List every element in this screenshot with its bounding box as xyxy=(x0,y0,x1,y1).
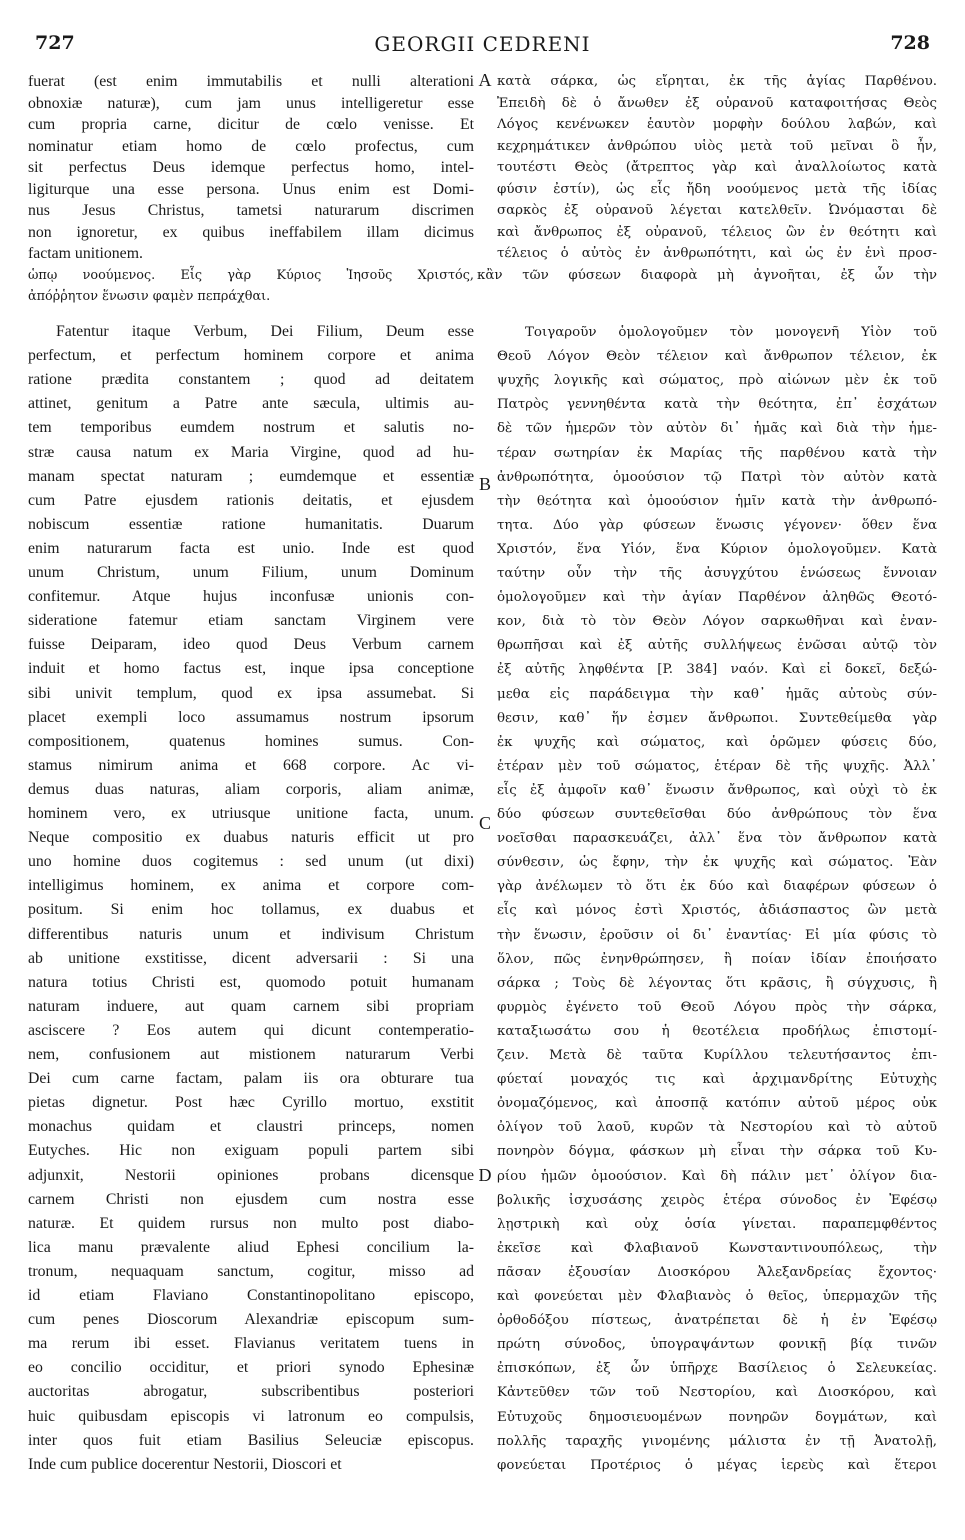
greek-text-line: Εὐτυχοῦς δημοσιευομένων πονηρῶν δογμάτων, καὶ xyxy=(497,1409,937,1425)
latin-text-line: uno homine duos cogitemus : sed unum (ut dixi) xyxy=(28,853,474,871)
latin-text-line: monachus quidam et claustri princeps, nomen xyxy=(28,1118,474,1136)
latin-text-line: ma rerum ibi esset. Flavianus veritatem tuens in xyxy=(28,1335,474,1353)
greek-text-line: φύεταί μοναχός τις καὶ ἀρχιμανδρίτης Εὐτυχὴς xyxy=(497,1072,937,1088)
greek-text-line: Πατρὸς γεννηθέντα κατὰ τὴν θεότητα, ἐπ᾽ ἐσχάτων xyxy=(497,397,937,413)
latin-text-line: manam spectat naturam ; eumdemque et essentiæ xyxy=(28,467,474,485)
margin-letter-c: C xyxy=(478,813,491,833)
greek-text-line: ἐκ ψυχῆς καὶ σώματος, καὶ ὁρῶμεν φύσεις δύο, xyxy=(497,734,937,750)
greek-text-line: ταύτην οὖν τὴν τῆς ἀσυγχύτου ἑνώσεως ἔννοιαν xyxy=(497,566,937,581)
latin-text-line: fuerat (est enim immutabilis et nulli alterationi xyxy=(28,73,474,90)
greek-text-line: κἂν τῶν φύσεων διαφορὰ μὴ ἀγνοῆται, ἐξ ὧν τὴν xyxy=(477,267,937,283)
greek-text-line: καὶ φονεύεται μὲν Φλαβιανὸς ὁ θεῖος, ὑπερμαχῶν τῆς xyxy=(497,1289,937,1304)
greek-text-line: μεθα εἰς παράδειγμα τὴν καθ᾽ ἡμᾶς αὐτοὺς σύν- xyxy=(497,686,937,702)
page-number-right: 728 xyxy=(890,32,930,54)
latin-text-line: compositionem, quatenus homines sumus. Con- xyxy=(28,732,474,750)
greek-text-line: πονηρὸν δόγμα, φάσκων μὴ εἶναι τὴν σάρκα τοῦ Κυ- xyxy=(497,1144,937,1160)
page-number-left: 727 xyxy=(35,32,75,54)
greek-text-line: ρίου ἡμῶν ὁμοούσιον. Καὶ δὴ πάλιν μετ᾽ ὀλίγον δια- xyxy=(497,1168,937,1184)
latin-text-line: demus duas naturas, aliam corporis, aliam animæ, xyxy=(28,780,474,798)
latin-text-line: obnoxiæ naturæ), cum jam unus intelligeretur esse xyxy=(28,94,474,112)
greek-text-line: ὀρθοδόξου πίστεως, ἀνατρέπεται δὲ ἡ ἐν Ἐφέσῳ xyxy=(497,1313,937,1329)
latin-text-line: placet exempli loco assumamus nostrum ipsorum xyxy=(28,708,474,726)
greek-text-line: θρωπῆσαι καὶ ἐξ αὐτῆς συλλήψεως ἑνῶσαι αὐτῷ τὸν xyxy=(497,638,937,654)
greek-text-line: τουτέστι Θεὸς (ἄτρεπτος γὰρ καὶ ἀναλλοίωτος κατὰ xyxy=(497,160,937,175)
latin-text-line: nem, confusionem aut mistionem naturarum Verbi xyxy=(28,1046,474,1063)
latin-text-line: ratione prædita constantem ; quod ad deitatem xyxy=(28,371,474,389)
greek-text-line: ζειν. Μετὰ δὲ ταῦτα Κυρίλλου τελευτήσαντος ἐπι- xyxy=(497,1048,937,1063)
latin-text-line: intelligimus hominem, ex anima et corpore com- xyxy=(28,877,474,895)
latin-text-line: Inde cum publice docerentur Nestorii, Dioscori et xyxy=(28,1455,342,1473)
greek-text-line: πᾶσαν ἐξουσίαν Διοσκόρου Ἀλεξανδρείας ἔχοντος· xyxy=(497,1264,937,1280)
latin-text-line: Dei cum carne factam, palam iis ora obturare tua xyxy=(28,1070,474,1088)
margin-letter-a: A xyxy=(478,70,492,90)
latin-text-line: lica manu prævalente aliud Ephesi concilium la- xyxy=(28,1238,474,1256)
latin-text-line: stamus nimirum anima et 668 corpore. Ac vi- xyxy=(28,756,474,774)
latin-text-line: eo concilio occiditur, et priori synodo Ephesinæ xyxy=(28,1359,474,1377)
latin-text-line: stræ causa natum ex Maria Virgine, quod ad hu- xyxy=(28,443,474,461)
greek-text-line: νοεῖσθαι παρασκευάζει, ἀλλ᾽ ἕνα τὸν ἄνθρωπον κατὰ xyxy=(497,831,937,847)
greek-text-line: κον, διὰ τὸ τὸν Θεὸν Λόγον σαρκωθῆναι καὶ ἐναν- xyxy=(497,614,937,630)
latin-text-line: cum penes Dioscorum Alexandriæ episcopum sum- xyxy=(28,1311,474,1329)
latin-text-line: nus Jesus Christus, tametsi naturarum discrimen xyxy=(28,202,474,219)
latin-text-line: huic quibusdam episcopis vi latronum eo compulsis, xyxy=(28,1407,474,1425)
greek-text-line: ὁμολογοῦμεν καὶ τὴν ἁγίαν Παρθένον ἀληθῶς Θεοτό- xyxy=(497,590,937,606)
greek-text-line: ὀλίγον τοῦ λαοῦ, κυρῶν τὰ Νεστορίου καὶ τὸ αὐτοῦ xyxy=(497,1120,937,1136)
greek-text-line: σύνθεσιν, ὡς ἔφην, τὴν ἐκ ψυχῆς καὶ σώματος. Ἐὰν xyxy=(497,855,937,871)
greek-text-line: ἀνθρωπότητα, ὁμοούσιον τῷ Πατρὶ τὸν αὐτὸν κατὰ xyxy=(497,469,937,485)
greek-text-line: ἑτέραν μὲν τοῦ σώματος, ἑτέραν δὲ τῆς ψυχῆς. Ἀλλ᾽ xyxy=(497,758,937,774)
greek-text-line: κατὰ σάρκα, ὡς εἴρηται, ἐκ τῆς ἁγίας Παρθένου. xyxy=(497,74,937,89)
latin-text-line: enim naturarum facta est unio. Inde est quod xyxy=(28,539,474,557)
running-title: GEORGII CEDRENI xyxy=(374,32,591,56)
latin-text-line: induit et homo factus est, inque ipsa conceptione xyxy=(28,660,474,678)
greek-text-line: Θεοῦ Λόγον Θεὸν τέλειον καὶ ἄνθρωπον τέλειον, ἐκ xyxy=(497,349,937,365)
latin-text-line: ab unitione exstitisse, dicent adversarii : Si una xyxy=(28,949,474,967)
latin-text-line: naturam induere, aut quam carnem sibi propriam xyxy=(28,997,474,1015)
latin-text-line: fuisse Deiparam, ideo quod Deus Verbum carnem xyxy=(28,636,474,654)
greek-text-line: βολικῆς ἰσχυσάσης χειρὸς ἑτέρα σύνοδος ἐν Ἐφέσῳ xyxy=(497,1192,937,1208)
greek-text-line: δὲ τῶν ἡμερῶν τὸν αὐτὸν δι᾽ ἡμᾶς καὶ διὰ τὴν ἡμε- xyxy=(497,421,937,437)
latin-text-line: Eutyches. Hic non exiguam populi partem sibi xyxy=(28,1142,474,1160)
latin-text-line: ἀπόῤῥητον ἕνωσιν φαμὲν πεπράχθαι. xyxy=(28,289,271,304)
latin-text-line: ligiturque una esse persona. Unus enim est Domi- xyxy=(28,180,474,198)
running-header xyxy=(30,32,935,62)
latin-text-line: cum Patre ejusdem rationis deitatis, et ejusdem xyxy=(28,491,474,509)
latin-text-line: carnem Christi non ejusdem cum nostra esse xyxy=(28,1190,474,1208)
greek-text-line: Χριστόν, ἕνα Υἱόν, ἕνα Κύριον ὁμολογοῦμεν. Κατὰ xyxy=(497,541,937,557)
margin-letter-b: B xyxy=(478,474,491,494)
greek-text-line: δύο φύσεων συντεθεῖσθαι δύο ἀνθρώπους τὸν ἕνα xyxy=(497,807,937,822)
latin-text-line: asciscere ? Eos autem qui dicunt contemperatio- xyxy=(28,1021,474,1039)
latin-text-line: natura totius Christi est, quomodo potuit humanam xyxy=(28,973,474,991)
latin-text-line: tem temporibus eumdem nostrum et salutis no- xyxy=(28,419,474,437)
margin-letter-d: D xyxy=(478,1165,492,1185)
greek-text-line: τέλειος ὁ αὐτὸς ἐν ἀνθρωπότητι, καὶ ὡς ἐν ἑνὶ προσ- xyxy=(497,246,937,261)
latin-text-line: factam unitionem. xyxy=(28,245,143,262)
latin-text-line: hominem vero, ex utriusque unitione facta, unum. xyxy=(28,805,474,822)
latin-text-line: inter quos fuit etiam Basilius Seleuciæ episcopus. xyxy=(28,1431,474,1449)
greek-text-line: γὰρ ἀνέλωμεν τὸ ὅτι ἐκ δύο καὶ διαφέρων φύσεων ὁ xyxy=(497,879,937,895)
greek-text-line: εἷς ἐξ ἀμφοῖν καθ᾽ ἕνωσιν ἄνθρωπος, καὶ οὐχὶ τὸ ἐκ xyxy=(497,782,937,798)
greek-text-line: ὀνομαζόμενος, καὶ ἀποσπᾷ κατόπιν αὐτοῦ μέρος οὐκ xyxy=(497,1096,937,1112)
latin-text-line: sibi univit templum, quod ex ipsa assumebat. Si xyxy=(28,684,474,702)
greek-text-line: φονεύεται Προτέριος ὁ μέγας ἱερεὺς καὶ ἕτεροι xyxy=(497,1457,937,1473)
latin-text-line: sideratione fatemur etiam sanctam Virginem vere xyxy=(28,612,474,630)
greek-text-line: τὴν ἕνωσιν, ἐροῦσιν οἱ δι᾽ ἐναντίας· Εἰ μία φύσις τὸ xyxy=(497,927,937,943)
latin-text-line: unum Christum, unum Filium, unum Dominum xyxy=(28,564,474,581)
greek-text-line: τητα. Δύο γὰρ φύσεων ἕνωσις γέγονεν· ὅθεν ἕνα xyxy=(497,517,937,533)
latin-text-line: differentibus naturis unum et indivisum Christum xyxy=(28,925,474,943)
greek-text-line: τέραν σωτηρίαν ἐκ Μαρίας τῆς παρθένου κατὰ τὴν xyxy=(497,445,937,461)
greek-text-line: φυρμὸς ἐγένετο τοῦ Θεοῦ Λόγου πρὸς τὴν σάρκα, xyxy=(497,999,937,1015)
latin-text-line: attinet, genitum a Patre ante sæcula, ultimis au- xyxy=(28,395,474,413)
greek-text-line: λῃστρικὴ καὶ οὐχ ὁσία γίνεται. παραπεμφθέντος xyxy=(497,1216,937,1232)
latin-text-line: cum propria carne, dicitur de cœlo venisse. Et xyxy=(28,116,474,133)
greek-text-line: πρώτη σύνοδος, ὑπογραψάντων φονικῇ βίᾳ τινῶν xyxy=(497,1337,937,1353)
greek-text-line: ἐπισκόπων, ἐξ ὧν ὑπῆρχε Βασίλειος ὁ Σελευκείας. xyxy=(497,1361,937,1377)
latin-text-line: pietas dignetur. Post hæc Cyrillo mortuo, exstitit xyxy=(28,1094,474,1112)
greek-text-line: φύσιν ἐστίν), ὡς εἷς ἤδη νοούμενος μετὰ τῆς ἰδίας xyxy=(497,181,937,197)
latin-text-line: perfectum, et perfectum hominem corpore et anima xyxy=(28,347,474,365)
greek-text-line: κεχρημάτικεν ἀνθρώπου υἱὸς μετὰ τοῦ μεῖναι ὃ ἦν, xyxy=(497,138,937,154)
greek-text-line: Τοιγαροῦν ὁμολογοῦμεν τὸν μονογενῆ Υἱὸν τοῦ xyxy=(525,325,937,340)
greek-text-line: σαρκὸς ἐξ οὐρανοῦ λέγεται κατελθεῖν. Ὠνόμασται δὲ xyxy=(497,203,937,218)
latin-text-line: auctoritas abrogatur, subscribentibus posteriori xyxy=(28,1383,474,1401)
latin-text-line: Fatentur itaque Verbum, Dei Filium, Deum esse xyxy=(56,323,474,340)
greek-text-line: ψυχῆς λογικῆς καὶ σώματος, πρὸ αἰώνων μὲν ἐκ τοῦ xyxy=(497,373,937,389)
greek-text-line: Λόγος κενένωκεν ἑαυτὸν μορφὴν δούλου λαβών, καὶ xyxy=(497,117,937,132)
greek-text-line: σάρκα ; Τοὺς δὲ λέγοντας ὅτι κρᾶσις, ἢ σύγχυσις, ἢ xyxy=(497,975,937,991)
latin-text-line: confitemur. Atque hujus inconfusæ unionis con- xyxy=(28,588,474,606)
latin-text-line: sit perfectus Deus idemque perfectus homo, intel- xyxy=(28,159,474,176)
greek-text-line: Κἀντεῦθεν τῶν τοῦ Νεστορίου, καὶ Διοσκόρου, καὶ xyxy=(497,1385,937,1401)
latin-text-line: ὡπῳ νοούμενος. Εἷς γὰρ Κύριος Ἰησοῦς Χριστός, xyxy=(28,268,474,283)
greek-text-line: θεσιν, καθ᾽ ἥν ἐσμεν ἄνθρωποι. Συντεθείμεθα γὰρ xyxy=(497,710,937,726)
greek-text-line: εἷς καὶ μόνος ἐστὶ Χριστός, ἀδιάσπαστος ὢν μετὰ xyxy=(497,903,937,919)
latin-text-line: naturæ. Et quidem rursus non multo post diabo- xyxy=(28,1214,474,1232)
latin-text-line: tronum, nequaquam sanctum, cogitur, misso ad xyxy=(28,1262,474,1280)
greek-text-line: ἐξ αὐτῆς ληφθέντα [P. 384] ναόν. Καὶ εἰ δοκεῖ, δεξώ- xyxy=(497,662,937,678)
greek-text-line: τὴν θεότητα καὶ ὁμοούσιον ἡμῖν κατὰ τὴν ἀνθρωπό- xyxy=(497,493,937,509)
latin-text-line: adjunxit, Nestorii opiniones probans dicensque xyxy=(28,1166,474,1184)
latin-text-line: id etiam Flaviano Constantinopolitano episcopo, xyxy=(28,1287,474,1304)
latin-text-line: Neque compositio ex duabus naturis efficit ut pro xyxy=(28,829,474,847)
latin-text-line: positum. Si enim hoc tollamus, ex duabus et xyxy=(28,901,474,919)
latin-text-line: nominatur etiam homo de cœlo profectus, cum xyxy=(28,137,474,155)
greek-text-line: καὶ ἄνθρωπος ἐξ οὐρανοῦ, τέλειος ὢν ἐν θεότητι καὶ xyxy=(497,224,937,240)
greek-text-line: ἐκεῖσε καὶ Φλαβιανοῦ Κωνσταντινουπόλεως, τὴν xyxy=(497,1240,937,1256)
greek-text-line: Ἐπειδὴ δὲ ὁ ἄνωθεν ἐξ οὐρανοῦ καταφοιτήσας Θεὸς xyxy=(497,95,937,111)
greek-text-line: πολλῆς ταραχῆς γινομένης μάλιστα ἐν τῇ Ἀνατολῇ, xyxy=(497,1433,937,1449)
greek-text-line: ὅλον, πῶς ἐνηνθρώπησεν, ἢ ποίαν ἰδίαν ἐποιήσατο xyxy=(497,951,937,967)
greek-text-line: καταξιωσάτω σου ἡ θεοτέλεια προδήλως ἐπιστομί- xyxy=(497,1023,937,1039)
latin-text-line: non ignoretur, ex quibus ineffabilem illam dicimus xyxy=(28,223,474,241)
latin-text-line: nobiscum essentiæ ratione humanitatis. Duarum xyxy=(28,515,474,533)
